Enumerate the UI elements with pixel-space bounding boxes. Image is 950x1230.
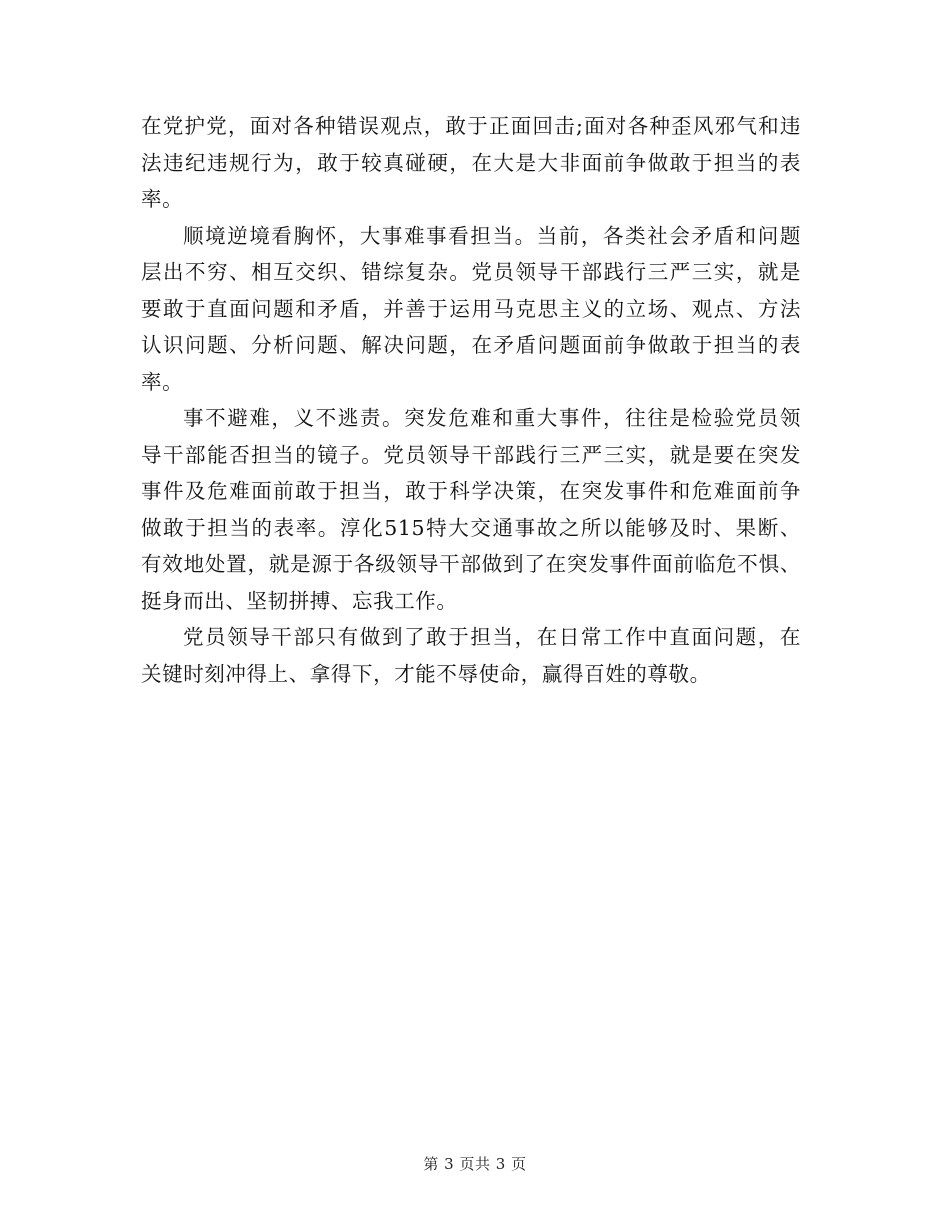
paragraph-line: 党员领导干部只有做到了敢于担当，在日常工作中直面问题，在 <box>183 625 801 649</box>
paragraph-line: 法违纪违规行为，敢于较真碰硬，在大是大非面前争做敢于担当的表 <box>141 150 801 175</box>
paragraph-line: 做敢于担当的表率。淳化515特大交通事故之所以能够及时、果断、 <box>141 515 801 540</box>
body-text <box>141 108 801 692</box>
paragraph-line: 率。 <box>141 369 184 394</box>
paragraph-line: 在党护党，面对各种错误观点，敢于正面回击;面对各种歪风邪气和违 <box>141 114 801 138</box>
paragraph-line: 率。 <box>141 187 184 211</box>
paragraph-2 <box>141 218 801 401</box>
paragraph-line: 导干部能否担当的镜子。党员领导干部践行三严三实，就是要在突发 <box>141 442 801 467</box>
paragraph-line: 有效地处置，就是源于各级领导干部做到了在突发事件面前临危不惧、 <box>141 552 801 576</box>
paragraph-line: 认识问题、分析问题、解决问题，在矛盾问题面前争做敢于担当的表 <box>141 333 801 357</box>
paragraph-4 <box>141 619 801 692</box>
paragraph-1 <box>141 108 801 218</box>
page-number-footer: 第 3 页共 3 页 <box>423 1155 527 1173</box>
paragraph-line: 事件及危难面前敢于担当，敢于科学决策，在突发事件和危难面前争 <box>141 479 801 503</box>
paragraph-line: 顺境逆境看胸怀，大事难事看担当。当前，各类社会矛盾和问题 <box>183 223 801 248</box>
paragraph-line: 要敢于直面问题和矛盾，并善于运用马克思主义的立场、观点、方法 <box>141 296 801 321</box>
paragraph-line: 挺身而出、坚韧拼搏、忘我工作。 <box>141 588 458 613</box>
paragraph-line: 关键时刻冲得上、拿得下，才能不辱使命，赢得百姓的尊敬。 <box>141 661 711 686</box>
paragraph-line: 事不避难，义不逃责。突发危难和重大事件，往往是检验党员领 <box>183 406 801 430</box>
paragraph-3 <box>141 400 801 619</box>
paragraph-line: 层出不穷、相互交织、错综复杂。党员领导干部践行三严三实，就是 <box>141 260 801 284</box>
